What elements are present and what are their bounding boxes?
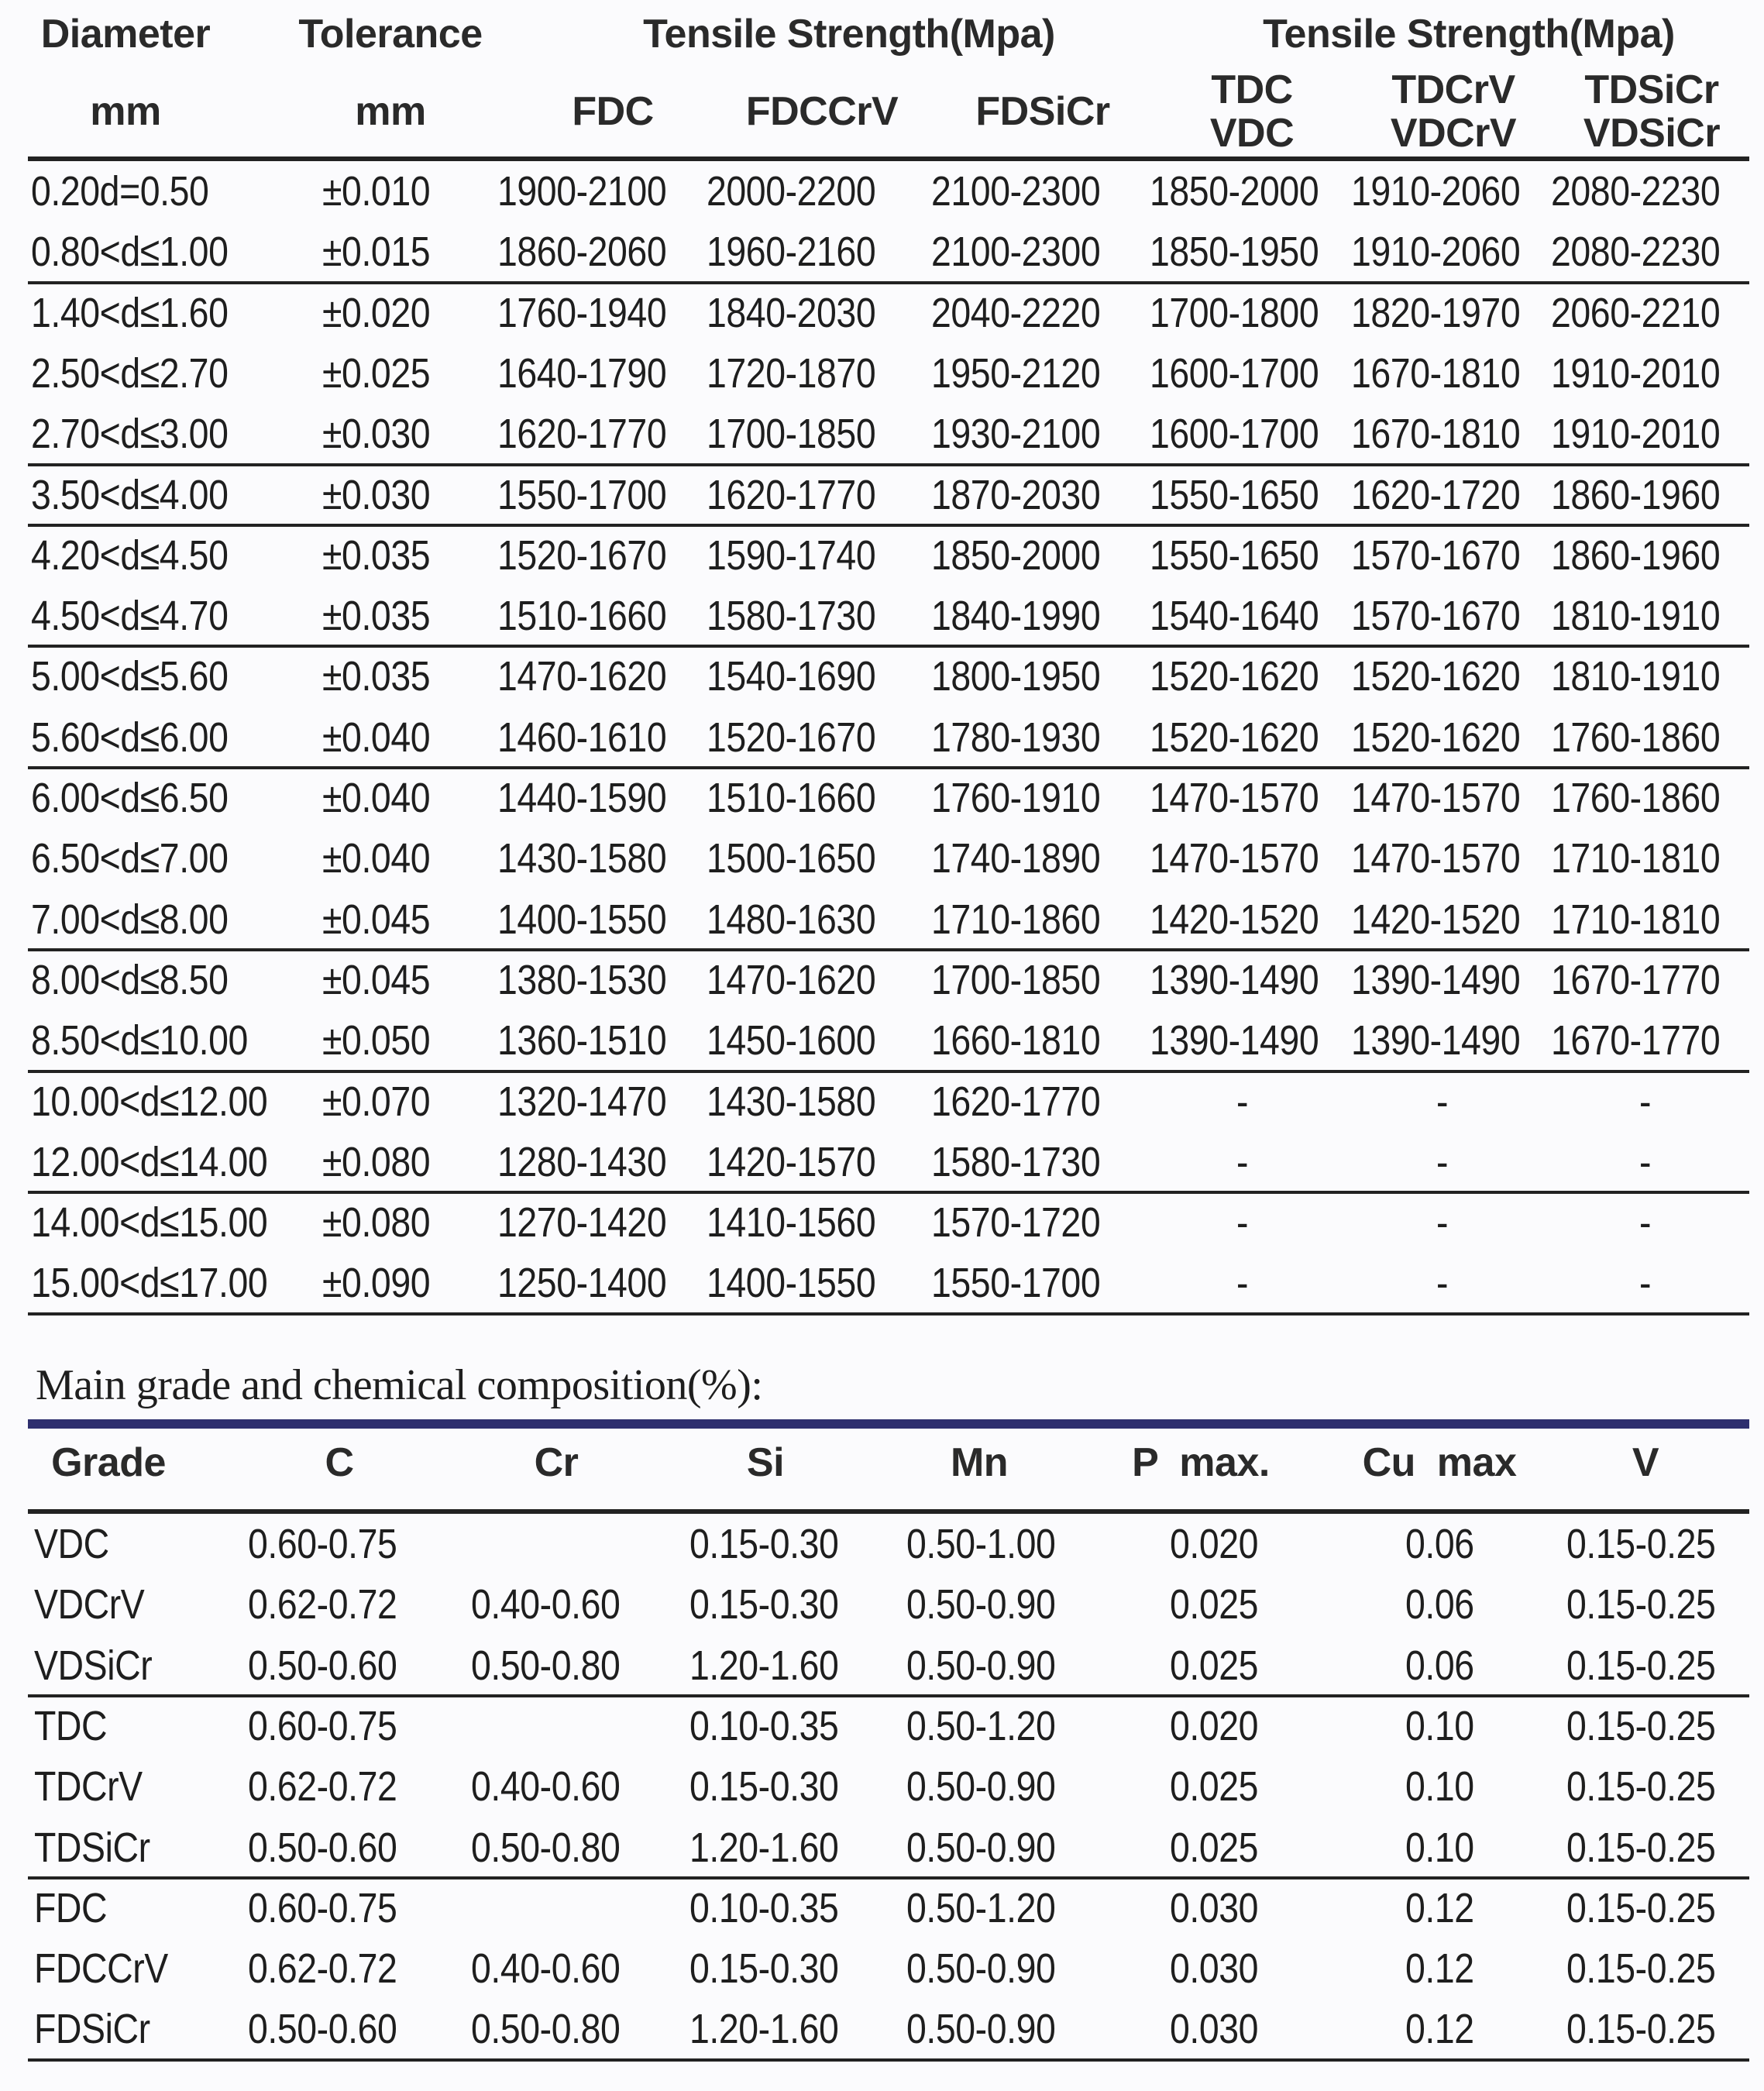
cell-si: 0.15-0.30 — [689, 1521, 839, 1567]
cell-p-max: 0.025 — [1170, 1763, 1259, 1811]
cell-grade: VDSiCr — [34, 1642, 153, 1689]
cell-tdsicr-vdsicr: 1710-1810 — [1551, 896, 1721, 943]
cell-fdsicr: 1840-1990 — [931, 593, 1101, 640]
row-group-divider — [28, 2058, 1749, 2062]
cell-tolerance: ±0.010 — [322, 168, 431, 215]
tensile-table-row — [28, 889, 1749, 950]
cell-c: 0.62-0.72 — [248, 1581, 397, 1628]
cell-tolerance: ±0.015 — [322, 229, 431, 276]
cell-fdc: 1320-1470 — [497, 1078, 667, 1125]
header-tensile-group-2: Tensile Strength(Mpa) — [1263, 12, 1675, 57]
cell-tdc-vdc: 1600-1700 — [1150, 349, 1319, 397]
cell-tdcrv-vdcrv: 1520-1620 — [1351, 714, 1521, 761]
cell-fdsicr: 1780-1930 — [931, 714, 1101, 761]
cell-tdcrv-vdcrv: - — [1436, 1199, 1449, 1247]
cell-fdc: 1400-1550 — [497, 896, 667, 943]
cell-tdc-vdc: 1390-1490 — [1150, 956, 1319, 1003]
cell-diameter: 2.70<d≤3.00 — [31, 411, 229, 458]
cell-tdcrv-vdcrv: 1670-1810 — [1351, 411, 1521, 458]
header-fdccrv: FDCCrV — [745, 89, 899, 134]
cell-tdsicr-vdsicr: 2080-2230 — [1551, 168, 1721, 215]
cell-si: 0.10-0.35 — [689, 1884, 839, 1931]
header-tdsicr-vdsicr — [1549, 68, 1754, 155]
cell-cu-max: 0.06 — [1405, 1642, 1474, 1689]
cell-cu-max: 0.06 — [1405, 1521, 1474, 1567]
cell-tdsicr-vdsicr: - — [1639, 1078, 1652, 1125]
cell-tolerance: ±0.030 — [322, 471, 431, 518]
cell-tdc-vdc: - — [1236, 1138, 1249, 1185]
cell-tdc-vdc: - — [1236, 1199, 1249, 1247]
cell-fdc: 1620-1770 — [497, 411, 667, 458]
cell-tdc-vdc: 1700-1800 — [1150, 289, 1319, 336]
tensile-table-row — [28, 1071, 1749, 1132]
cell-v: 0.15-0.25 — [1566, 1581, 1716, 1628]
cell-fdc: 1270-1420 — [497, 1199, 667, 1247]
cell-tdsicr-vdsicr: 2080-2230 — [1551, 229, 1721, 276]
cell-v: 0.15-0.25 — [1566, 1945, 1716, 1993]
cell-c: 0.50-0.60 — [248, 1642, 397, 1689]
cell-tdsicr-vdsicr: 1860-1960 — [1551, 471, 1721, 518]
cell-tolerance: ±0.020 — [322, 289, 431, 336]
header-tdcrv: TDCrV — [1391, 67, 1515, 112]
cell-c: 0.62-0.72 — [248, 1945, 397, 1993]
cell-c: 0.50-0.60 — [248, 2006, 397, 2053]
cell-tdsicr-vdsicr: 1910-2010 — [1551, 349, 1721, 397]
cell-fdsicr: 2100-2300 — [931, 229, 1101, 276]
cell-tolerance: ±0.070 — [322, 1078, 431, 1125]
cell-tolerance: ±0.090 — [322, 1260, 431, 1307]
cell-si: 1.20-1.60 — [689, 1642, 839, 1689]
header-tensile-group-1: Tensile Strength(Mpa) — [643, 12, 1055, 57]
cell-diameter: 8.00<d≤8.50 — [31, 956, 229, 1003]
composition-table-row — [28, 1756, 1749, 1817]
cell-mn: 0.50-0.90 — [906, 1763, 1056, 1811]
cell-diameter: 8.50<d≤10.00 — [31, 1017, 248, 1064]
cell-mn: 0.50-0.90 — [906, 1642, 1056, 1689]
cell-diameter: 4.20<d≤4.50 — [31, 531, 229, 579]
cell-cr: 0.50-0.80 — [471, 2006, 621, 2053]
cell-c: 0.50-0.60 — [248, 1824, 397, 1871]
cell-mn: 0.50-1.20 — [906, 1702, 1056, 1749]
cell-tolerance: ±0.080 — [322, 1199, 431, 1247]
cell-cu-max: 0.12 — [1405, 1945, 1474, 1993]
cell-fdccrv: 1960-2160 — [707, 229, 876, 276]
cell-cu-max: 0.10 — [1405, 1702, 1474, 1749]
cell-tdsicr-vdsicr: - — [1639, 1138, 1652, 1185]
cell-tdcrv-vdcrv: 1470-1570 — [1351, 775, 1521, 821]
header-tdc-vdc — [1147, 68, 1357, 155]
cell-cu-max: 0.10 — [1405, 1824, 1474, 1871]
cell-diameter: 0.20d=0.50 — [31, 168, 209, 215]
cell-fdc: 1430-1580 — [497, 835, 667, 882]
cell-fdsicr: 2040-2220 — [931, 289, 1101, 336]
composition-table-row — [28, 1878, 1749, 1938]
cell-tdc-vdc: 1550-1650 — [1150, 531, 1319, 579]
header-vdsicr: VDSiCr — [1583, 111, 1721, 156]
cell-fdc: 1250-1400 — [497, 1260, 667, 1307]
cell-tdsicr-vdsicr: 1910-2010 — [1551, 411, 1721, 458]
cell-mn: 0.50-0.90 — [906, 2006, 1056, 2053]
cell-fdsicr: 1620-1770 — [931, 1078, 1101, 1125]
cell-tdc-vdc: 1470-1570 — [1150, 775, 1319, 821]
cell-tolerance: ±0.035 — [322, 531, 431, 579]
cell-fdccrv: 1470-1620 — [707, 956, 876, 1003]
header-p-max: P max. — [1132, 1440, 1270, 1485]
cell-tdc-vdc: 1470-1570 — [1150, 835, 1319, 882]
cell-tdcrv-vdcrv: 1390-1490 — [1351, 956, 1521, 1003]
header-tdsicr: TDSiCr — [1584, 67, 1719, 112]
cell-cr: 0.50-0.80 — [471, 1824, 621, 1871]
cell-tolerance: ±0.035 — [322, 653, 431, 700]
cell-tdsicr-vdsicr: 2060-2210 — [1551, 289, 1721, 336]
composition-table-row — [28, 1514, 1749, 1574]
cell-cr: 0.50-0.80 — [471, 1642, 621, 1689]
cell-fdc: 1460-1610 — [497, 714, 667, 761]
cell-cu-max: 0.10 — [1405, 1763, 1474, 1811]
cell-grade: VDC — [34, 1521, 109, 1567]
tensile-table-row — [28, 646, 1749, 707]
cell-fdc: 1640-1790 — [497, 349, 667, 397]
header-si: Si — [746, 1440, 785, 1485]
cell-tdsicr-vdsicr: 1710-1810 — [1551, 835, 1721, 882]
cell-cr: 0.40-0.60 — [471, 1581, 621, 1628]
cell-fdsicr: 1580-1730 — [931, 1138, 1101, 1185]
header-c: C — [325, 1440, 354, 1485]
cell-fdsicr: 1660-1810 — [931, 1017, 1101, 1064]
cell-fdccrv: 1840-2030 — [707, 289, 876, 336]
cell-cu-max: 0.12 — [1405, 1884, 1474, 1931]
cell-tdcrv-vdcrv: - — [1436, 1138, 1449, 1185]
cell-c: 0.60-0.75 — [248, 1884, 397, 1931]
tensile-table-row — [28, 707, 1749, 768]
cell-tolerance: ±0.040 — [322, 714, 431, 761]
cell-cu-max: 0.06 — [1405, 1581, 1474, 1628]
header-diameter: Diameter — [40, 12, 211, 57]
cell-diameter: 15.00<d≤17.00 — [31, 1260, 268, 1307]
cell-fdc: 1510-1660 — [497, 593, 667, 640]
cell-mn: 0.50-0.90 — [906, 1945, 1056, 1993]
cell-fdsicr: 1570-1720 — [931, 1199, 1101, 1247]
cell-tdsicr-vdsicr: 1760-1860 — [1551, 714, 1721, 761]
cell-tdc-vdc: 1520-1620 — [1150, 714, 1319, 761]
header-vdcrv: VDCrV — [1390, 111, 1517, 156]
cell-tdc-vdc: - — [1236, 1078, 1249, 1125]
cell-fdccrv: 1700-1850 — [707, 411, 876, 458]
cell-si: 1.20-1.60 — [689, 1824, 839, 1871]
tensile-table-header — [28, 0, 1749, 155]
cell-p-max: 0.025 — [1170, 1824, 1259, 1871]
cell-mn: 0.50-1.20 — [906, 1884, 1056, 1931]
tensile-table-row — [28, 1253, 1749, 1313]
cell-grade: TDC — [34, 1702, 108, 1749]
cell-tdc-vdc: 1540-1640 — [1150, 593, 1319, 640]
cell-fdccrv: 2000-2200 — [707, 168, 876, 215]
cell-grade: TDSiCr — [34, 1824, 150, 1871]
composition-table-row — [28, 1818, 1749, 1878]
chemical-composition-table — [28, 1419, 1749, 2053]
cell-tdsicr-vdsicr: - — [1639, 1260, 1652, 1307]
cell-diameter: 3.50<d≤4.00 — [31, 471, 229, 518]
cell-p-max: 0.025 — [1170, 1581, 1259, 1628]
cell-tdsicr-vdsicr: 1810-1910 — [1551, 653, 1721, 700]
cell-diameter: 4.50<d≤4.70 — [31, 593, 229, 640]
cell-grade: VDCrV — [34, 1581, 145, 1628]
cell-fdsicr: 1850-2000 — [931, 531, 1101, 579]
cell-tolerance: ±0.045 — [322, 956, 431, 1003]
cell-fdsicr: 1700-1850 — [931, 956, 1101, 1003]
tensile-table-row — [28, 404, 1749, 464]
cell-diameter: 7.00<d≤8.00 — [31, 896, 229, 943]
tensile-table-row — [28, 222, 1749, 282]
cell-tdcrv-vdcrv: 1570-1670 — [1351, 531, 1521, 579]
row-group-divider — [28, 1312, 1749, 1315]
cell-fdc: 1380-1530 — [497, 956, 667, 1003]
cell-fdccrv: 1590-1740 — [707, 531, 876, 579]
cell-fdccrv: 1480-1630 — [707, 896, 876, 943]
cell-c: 0.60-0.75 — [248, 1521, 397, 1567]
cell-fdc: 1360-1510 — [497, 1017, 667, 1064]
cell-p-max: 0.030 — [1170, 1945, 1259, 1993]
cell-fdsicr: 2100-2300 — [931, 168, 1101, 215]
composition-table-row — [28, 1938, 1749, 1999]
cell-grade: FDSiCr — [34, 2006, 150, 2053]
cell-tdcrv-vdcrv: 1570-1670 — [1351, 593, 1521, 640]
composition-table-row — [28, 1999, 1749, 2059]
cell-tolerance: ±0.080 — [322, 1138, 431, 1185]
cell-v: 0.15-0.25 — [1566, 1824, 1716, 1871]
cell-fdccrv: 1720-1870 — [707, 349, 876, 397]
composition-section-label: Main grade and chemical composition(%): — [36, 1361, 763, 1409]
cell-fdccrv: 1520-1670 — [707, 714, 876, 761]
cell-tolerance: ±0.050 — [322, 1017, 431, 1064]
cell-fdccrv: 1620-1770 — [707, 471, 876, 518]
cell-diameter: 5.60<d≤6.00 — [31, 714, 229, 761]
cell-tdc-vdc: - — [1236, 1260, 1249, 1307]
cell-fdc: 1520-1670 — [497, 531, 667, 579]
cell-tdcrv-vdcrv: - — [1436, 1260, 1449, 1307]
cell-tdcrv-vdcrv: 1470-1570 — [1351, 835, 1521, 882]
cell-p-max: 0.025 — [1170, 1642, 1259, 1689]
cell-diameter: 6.00<d≤6.50 — [31, 775, 229, 821]
cell-tdsicr-vdsicr: 1670-1770 — [1551, 956, 1721, 1003]
cell-fdsicr: 1740-1890 — [931, 835, 1101, 882]
cell-tdsicr-vdsicr: - — [1639, 1199, 1652, 1247]
cell-mn: 0.50-1.00 — [906, 1521, 1056, 1567]
cell-v: 0.15-0.25 — [1566, 1884, 1716, 1931]
tensile-table-row — [28, 465, 1749, 525]
cell-fdccrv: 1500-1650 — [707, 835, 876, 882]
tensile-table-row — [28, 1010, 1749, 1071]
cell-tdcrv-vdcrv: 1420-1520 — [1351, 896, 1521, 943]
cell-diameter: 1.40<d≤1.60 — [31, 289, 229, 336]
tensile-table-row — [28, 161, 1749, 222]
cell-tdc-vdc: 1600-1700 — [1150, 411, 1319, 458]
cell-fdc: 1470-1620 — [497, 653, 667, 700]
cell-diameter: 14.00<d≤15.00 — [31, 1199, 268, 1247]
cell-tdsicr-vdsicr: 1860-1960 — [1551, 531, 1721, 579]
header-fdsicr: FDSiCr — [975, 89, 1110, 134]
cell-mn: 0.50-0.90 — [906, 1824, 1056, 1871]
cell-cr: 0.40-0.60 — [471, 1945, 621, 1993]
header-fdc: FDC — [572, 89, 654, 134]
cell-diameter: 10.00<d≤12.00 — [31, 1078, 268, 1125]
cell-v: 0.15-0.25 — [1566, 1642, 1716, 1689]
cell-tdcrv-vdcrv: 1910-2060 — [1351, 229, 1521, 276]
cell-tdcrv-vdcrv: 1390-1490 — [1351, 1017, 1521, 1064]
composition-table-row — [28, 1635, 1749, 1696]
header-tolerance-unit: mm — [355, 89, 426, 134]
cell-p-max: 0.020 — [1170, 1521, 1259, 1567]
cell-c: 0.62-0.72 — [248, 1763, 397, 1811]
cell-fdsicr: 1550-1700 — [931, 1260, 1101, 1307]
tensile-table-row — [28, 1192, 1749, 1253]
composition-table-header — [28, 1419, 1749, 1511]
cell-diameter: 12.00<d≤14.00 — [31, 1138, 268, 1185]
cell-tolerance: ±0.040 — [322, 775, 431, 821]
cell-fdccrv: 1450-1600 — [707, 1017, 876, 1064]
cell-tolerance: ±0.045 — [322, 896, 431, 943]
cell-fdsicr: 1950-2120 — [931, 349, 1101, 397]
cell-v: 0.15-0.25 — [1566, 1763, 1716, 1811]
cell-tdc-vdc: 1850-1950 — [1150, 229, 1319, 276]
cell-fdc: 1550-1700 — [497, 471, 667, 518]
cell-p-max: 0.030 — [1170, 2006, 1259, 2053]
cell-tolerance: ±0.040 — [322, 835, 431, 882]
cell-fdsicr: 1870-2030 — [931, 471, 1101, 518]
cell-v: 0.15-0.25 — [1566, 1702, 1716, 1749]
cell-tdcrv-vdcrv: - — [1436, 1078, 1449, 1125]
cell-fdccrv: 1400-1550 — [707, 1260, 876, 1307]
cell-tdsicr-vdsicr: 1810-1910 — [1551, 593, 1721, 640]
header-diameter-unit: mm — [90, 89, 161, 134]
cell-c: 0.60-0.75 — [248, 1702, 397, 1749]
cell-si: 0.15-0.30 — [689, 1945, 839, 1993]
cell-v: 0.15-0.25 — [1566, 2006, 1716, 2053]
spring-wire-spec-sheet — [28, 0, 1749, 2053]
cell-tdcrv-vdcrv: 1820-1970 — [1351, 289, 1521, 336]
tensile-table-row — [28, 950, 1749, 1010]
cell-diameter: 5.00<d≤5.60 — [31, 653, 229, 700]
cell-tdcrv-vdcrv: 1620-1720 — [1351, 471, 1521, 518]
cell-tdc-vdc: 1850-2000 — [1150, 168, 1319, 215]
cell-cu-max: 0.12 — [1405, 2006, 1474, 2053]
header-grade: Grade — [51, 1440, 166, 1485]
cell-p-max: 0.020 — [1170, 1702, 1259, 1749]
cell-fdc: 1900-2100 — [497, 168, 667, 215]
header-tdc: TDC — [1211, 67, 1293, 112]
cell-fdccrv: 1510-1660 — [707, 775, 876, 821]
cell-fdccrv: 1430-1580 — [707, 1078, 876, 1125]
cell-fdccrv: 1580-1730 — [707, 593, 876, 640]
tensile-table-row — [28, 1132, 1749, 1192]
cell-fdccrv: 1420-1570 — [707, 1138, 876, 1185]
cell-fdccrv: 1540-1690 — [707, 653, 876, 700]
cell-si: 0.15-0.30 — [689, 1581, 839, 1628]
cell-tdsicr-vdsicr: 1760-1860 — [1551, 775, 1721, 821]
tensile-table-row — [28, 586, 1749, 646]
cell-tdc-vdc: 1520-1620 — [1150, 653, 1319, 700]
cell-fdc: 1280-1430 — [497, 1138, 667, 1185]
header-vdc: VDC — [1209, 111, 1295, 156]
cell-tdsicr-vdsicr: 1670-1770 — [1551, 1017, 1721, 1064]
cell-fdsicr: 1760-1910 — [931, 775, 1101, 821]
cell-tolerance: ±0.030 — [322, 411, 431, 458]
cell-si: 1.20-1.60 — [689, 2006, 839, 2053]
header-v: V — [1632, 1440, 1659, 1485]
cell-grade: TDCrV — [34, 1763, 143, 1811]
cell-tdcrv-vdcrv: 1910-2060 — [1351, 168, 1521, 215]
cell-diameter: 6.50<d≤7.00 — [31, 835, 229, 882]
cell-fdc: 1440-1590 — [497, 775, 667, 821]
header-cr: Cr — [534, 1440, 579, 1485]
cell-diameter: 2.50<d≤2.70 — [31, 349, 229, 397]
cell-tolerance: ±0.035 — [322, 593, 431, 640]
header-tolerance: Tolerance — [298, 12, 483, 57]
cell-p-max: 0.030 — [1170, 1884, 1259, 1931]
cell-mn: 0.50-0.90 — [906, 1581, 1056, 1628]
header-mn: Mn — [950, 1440, 1009, 1485]
cell-si: 0.10-0.35 — [689, 1702, 839, 1749]
cell-si: 0.15-0.30 — [689, 1763, 839, 1811]
cell-fdsicr: 1800-1950 — [931, 653, 1101, 700]
tensile-table-row — [28, 828, 1749, 889]
cell-tdcrv-vdcrv: 1670-1810 — [1351, 349, 1521, 397]
cell-tdc-vdc: 1390-1490 — [1150, 1017, 1319, 1064]
cell-grade: FDC — [34, 1884, 108, 1931]
cell-tdc-vdc: 1550-1650 — [1150, 471, 1319, 518]
cell-fdccrv: 1410-1560 — [707, 1199, 876, 1247]
tensile-strength-table — [28, 0, 1749, 1307]
tensile-table-row — [28, 343, 1749, 404]
header-cu-max: Cu max — [1362, 1440, 1517, 1485]
composition-table-row — [28, 1574, 1749, 1635]
cell-fdc: 1860-2060 — [497, 229, 667, 276]
cell-grade: FDCCrV — [34, 1945, 168, 1993]
cell-tolerance: ±0.025 — [322, 349, 431, 397]
cell-v: 0.15-0.25 — [1566, 1521, 1716, 1567]
cell-cr: 0.40-0.60 — [471, 1763, 621, 1811]
composition-table-row — [28, 1696, 1749, 1756]
cell-tdc-vdc: 1420-1520 — [1150, 896, 1319, 943]
cell-tdcrv-vdcrv: 1520-1620 — [1351, 653, 1521, 700]
cell-fdsicr: 1710-1860 — [931, 896, 1101, 943]
tensile-table-row — [28, 525, 1749, 586]
tensile-table-row — [28, 283, 1749, 343]
tensile-table-row — [28, 768, 1749, 828]
cell-fdc: 1760-1940 — [497, 289, 667, 336]
header-tdcrv-vdcrv — [1353, 68, 1554, 155]
cell-diameter: 0.80<d≤1.00 — [31, 229, 229, 276]
cell-fdsicr: 1930-2100 — [931, 411, 1101, 458]
